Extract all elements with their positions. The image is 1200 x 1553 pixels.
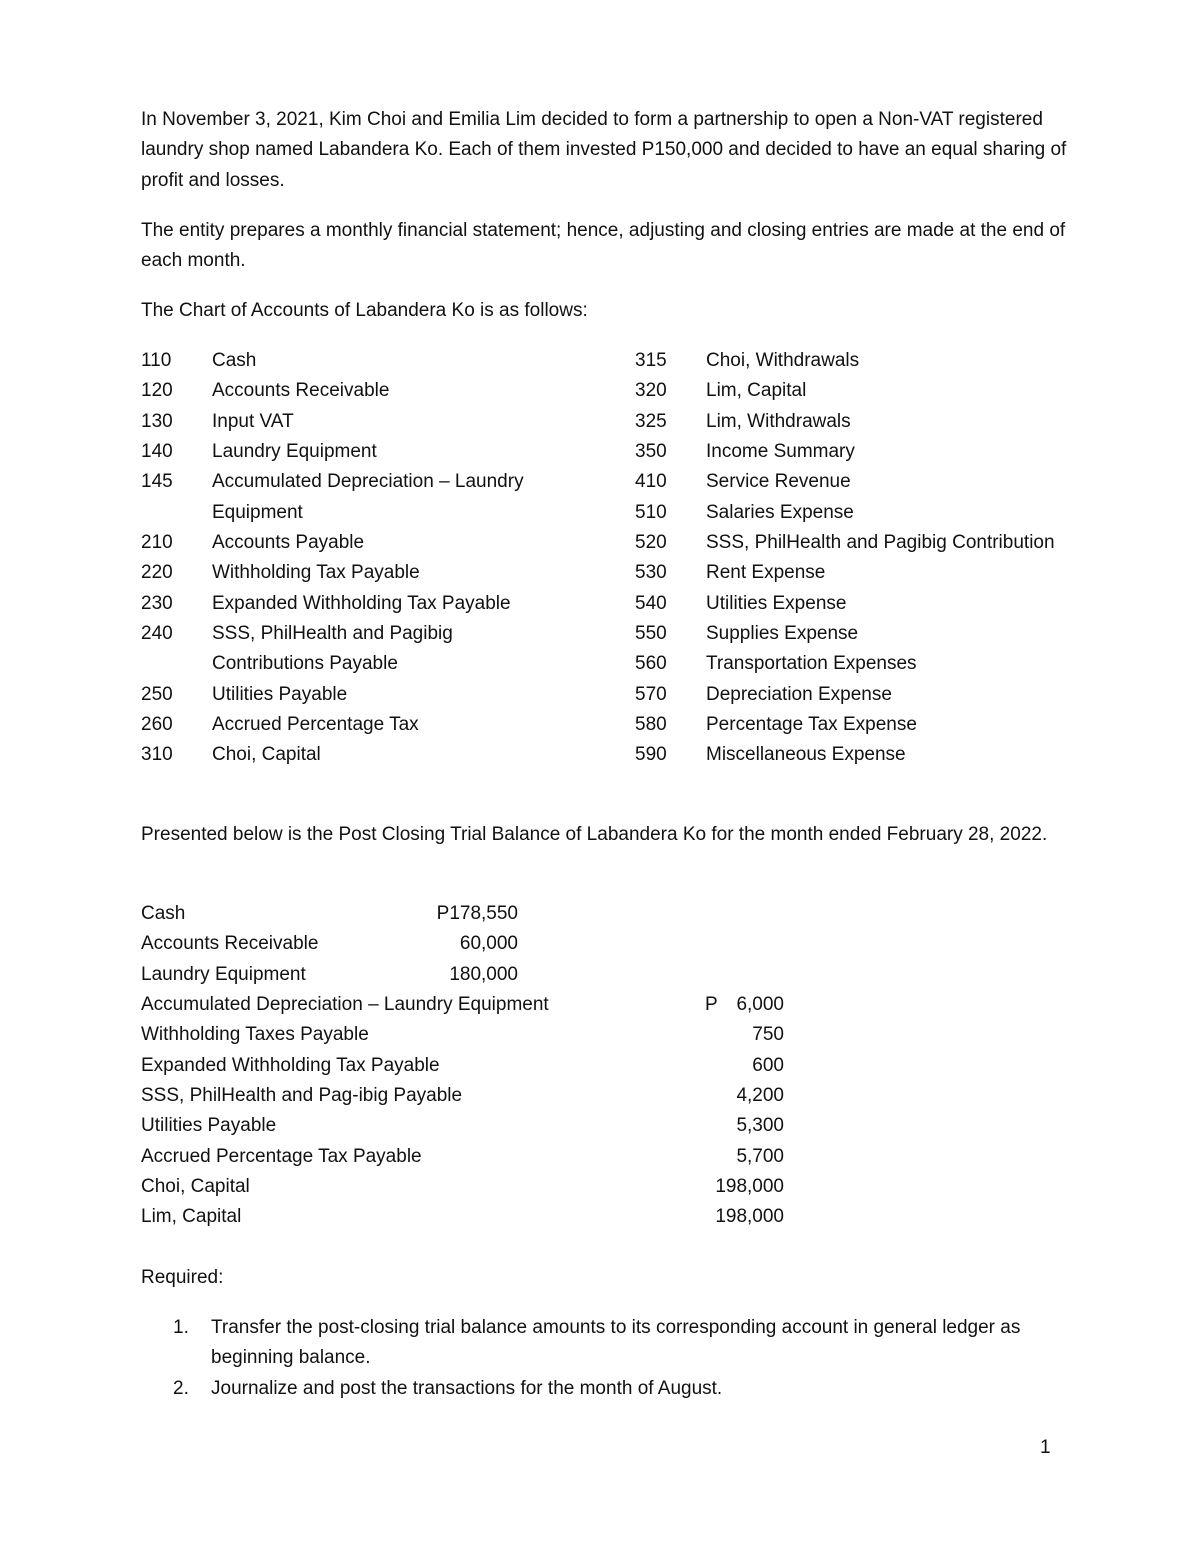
account-name: SSS, PhilHealth and Pagibig Contributions Payable (212, 623, 453, 675)
account-row (141, 407, 561, 437)
account-code: 315 (635, 350, 667, 371)
account-name: Percentage Tax Expense (706, 714, 917, 736)
trial-balance-row (141, 1081, 801, 1111)
trial-balance-row (141, 1172, 801, 1202)
account-code: 325 (635, 410, 667, 432)
trial-balance-row (141, 990, 801, 1020)
account-row (141, 528, 561, 558)
account-code: 120 (141, 380, 173, 402)
account-name: Supplies Expense (706, 623, 859, 645)
account-code: 570 (635, 683, 667, 705)
trial-balance-account: Accumulated Depreciation – Laundry Equipment (141, 994, 549, 1016)
account-name: Miscellaneous Expense (706, 744, 906, 766)
required-item-number: 1. (173, 1317, 189, 1338)
trial-balance-row (141, 1051, 801, 1081)
account-row (141, 619, 561, 680)
account-code: 250 (141, 683, 173, 705)
required-item (173, 1313, 1073, 1374)
trial-balance-account: Laundry Equipment (141, 963, 306, 985)
account-row (141, 437, 561, 467)
account-code: 210 (141, 532, 173, 554)
trial-balance-credit: 750 (752, 1024, 784, 1046)
trial-balance-row (141, 1111, 801, 1141)
account-code: 580 (635, 714, 667, 736)
trial-balance-row (141, 899, 801, 929)
account-code: 320 (635, 380, 667, 402)
account-code: 520 (635, 532, 667, 554)
account-code: 145 (141, 471, 173, 493)
account-name: Salaries Expense (706, 501, 854, 523)
trial-balance-row (141, 929, 801, 959)
trial-balance-credit: 5,300 (736, 1115, 784, 1137)
intro-paragraph-2: The entity prepares a monthly financial statement; hence, adjusting and closing entries are made at the end of each month. (141, 220, 1066, 272)
account-row (635, 619, 1075, 649)
account-name: Utilities Expense (706, 592, 847, 614)
account-code: 590 (635, 744, 667, 766)
account-code: 140 (141, 441, 173, 463)
trial-balance-row (141, 1202, 801, 1232)
trial-balance-credit: 6,000 (736, 994, 784, 1016)
account-row (141, 467, 561, 528)
account-name: SSS, PhilHealth and Pagibig Contribution (706, 532, 1055, 554)
account-code: 230 (141, 592, 173, 614)
trial-balance-row (141, 1020, 801, 1050)
account-row (141, 710, 561, 740)
account-row (635, 528, 1075, 558)
account-name: Expanded Withholding Tax Payable (212, 592, 511, 614)
account-code: 540 (635, 592, 667, 614)
page-number: 1 (1040, 1437, 1051, 1458)
account-name: Accumulated Depreciation – Laundry Equipment (212, 471, 524, 523)
trial-balance-debit: 180,000 (449, 963, 518, 985)
account-code: 220 (141, 562, 173, 584)
account-row (635, 437, 1075, 467)
account-row (635, 589, 1075, 619)
chart-of-accounts-heading: The Chart of Accounts of Labandera Ko is as follows: (141, 300, 588, 321)
account-name: Lim, Withdrawals (706, 410, 851, 432)
account-row (635, 680, 1075, 710)
account-row (635, 649, 1075, 679)
trial-balance-intro: Presented below is the Post Closing Trial Balance of Labandera Ko for the month ended February 28, 2022. (141, 824, 1048, 845)
trial-balance-row (141, 960, 801, 990)
account-name: Choi, Withdrawals (706, 350, 860, 371)
required-list (173, 1313, 1073, 1404)
account-code: 530 (635, 562, 667, 584)
account-name: Depreciation Expense (706, 683, 892, 705)
trial-balance-debit: 60,000 (459, 933, 518, 955)
account-code: 310 (141, 744, 173, 766)
account-code: 510 (635, 501, 667, 523)
required-item-text: Transfer the post-closing trial balance amounts to its corresponding account in general ledger as beginning balance. (211, 1317, 1021, 1369)
account-name: Cash (212, 350, 257, 371)
account-row (635, 740, 1075, 770)
trial-balance-account: Withholding Taxes Payable (141, 1024, 369, 1046)
required-heading: Required: (141, 1267, 224, 1288)
account-row (635, 467, 1075, 497)
account-name: Service Revenue (706, 471, 851, 493)
account-name: Input VAT (212, 410, 294, 432)
chart-of-accounts-left-column (141, 346, 561, 771)
account-code: 550 (635, 623, 667, 645)
trial-balance-credit: 198,000 (715, 1176, 784, 1198)
required-item-text: Journalize and post the transactions for the month of August. (211, 1377, 723, 1399)
account-name: Accounts Receivable (212, 380, 390, 402)
trial-balance-credit: 4,200 (736, 1085, 784, 1107)
account-code: 410 (635, 471, 667, 493)
account-code: 260 (141, 714, 173, 736)
account-name: Withholding Tax Payable (212, 562, 420, 584)
chart-of-accounts-right-column (635, 346, 1075, 771)
account-name: Lim, Capital (706, 380, 807, 402)
account-code: 110 (141, 350, 172, 371)
trial-balance-account: Accounts Receivable (141, 933, 319, 955)
account-row (141, 740, 561, 770)
account-row (635, 376, 1075, 406)
trial-balance-row (141, 1142, 801, 1172)
trial-balance-account: Utilities Payable (141, 1115, 277, 1137)
account-code: 130 (141, 410, 173, 432)
account-row (635, 407, 1075, 437)
trial-balance-debit: P178,550 (436, 903, 518, 924)
account-row (141, 680, 561, 710)
account-row (635, 710, 1075, 740)
trial-balance-credit: 600 (752, 1054, 784, 1076)
account-code: 240 (141, 623, 173, 645)
trial-balance-account: SSS, PhilHealth and Pag-ibig Payable (141, 1085, 463, 1107)
trial-balance-credit: 198,000 (715, 1206, 784, 1228)
account-row (635, 346, 1075, 376)
post-closing-trial-balance (141, 899, 801, 1233)
account-row (635, 498, 1075, 528)
account-row (141, 376, 561, 406)
account-name: Income Summary (706, 441, 855, 463)
account-name: Transportation Expenses (706, 653, 917, 675)
trial-balance-credit-currency: P (705, 994, 718, 1016)
account-name: Accrued Percentage Tax (212, 714, 419, 736)
required-item (173, 1374, 1073, 1404)
account-code: 350 (635, 441, 667, 463)
trial-balance-account: Expanded Withholding Tax Payable (141, 1054, 440, 1076)
account-row (141, 589, 561, 619)
trial-balance-credit: 5,700 (736, 1145, 784, 1167)
trial-balance-account: Choi, Capital (141, 1176, 250, 1198)
account-name: Accounts Payable (212, 532, 365, 554)
account-name: Rent Expense (706, 562, 826, 584)
trial-balance-account: Accrued Percentage Tax Payable (141, 1145, 422, 1167)
account-row (141, 346, 561, 376)
intro-paragraph-1: In November 3, 2021, Kim Choi and Emilia Lim decided to form a partnership to open a Non-VAT registered laundry shop named Labandera Ko. Each of them invested P150,000 and decided to have an equal sharing of profit and losses. (141, 109, 1067, 191)
account-name: Laundry Equipment (212, 441, 377, 463)
trial-balance-account: Cash (141, 903, 186, 924)
account-code: 560 (635, 653, 667, 675)
required-item-number: 2. (173, 1377, 189, 1399)
account-row (141, 558, 561, 588)
account-name: Utilities Payable (212, 683, 348, 705)
account-name: Choi, Capital (212, 744, 321, 766)
trial-balance-account: Lim, Capital (141, 1206, 242, 1228)
account-row (635, 558, 1075, 588)
